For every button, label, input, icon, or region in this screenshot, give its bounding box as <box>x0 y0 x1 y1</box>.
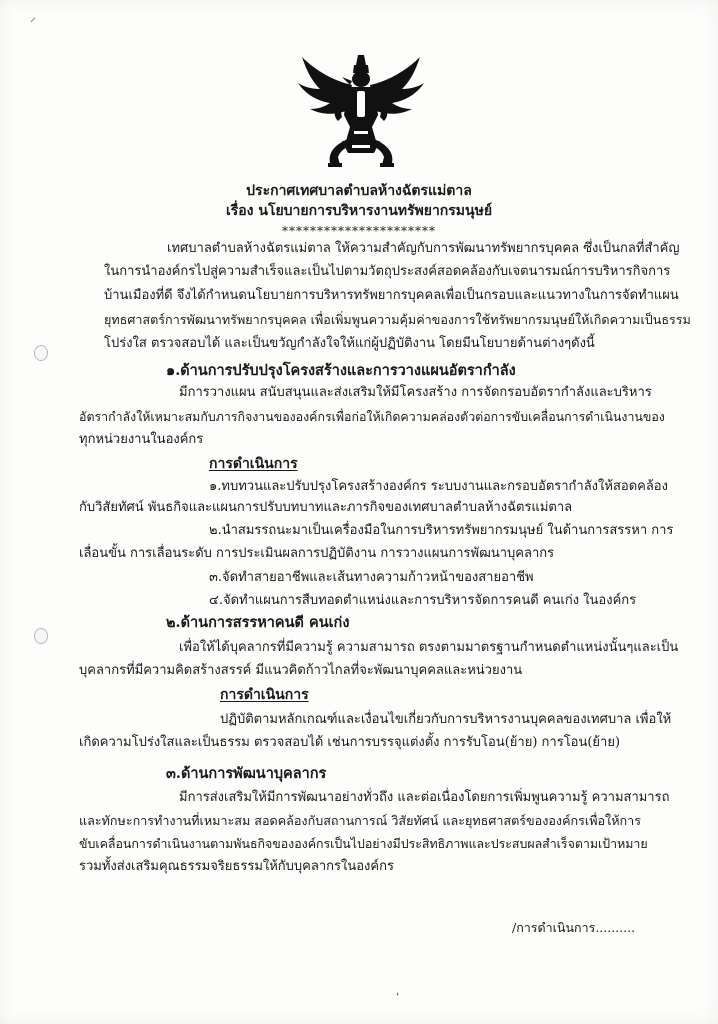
intro-line: ยุทธศาสตร์การพัฒนาทรัพยากรบุคคล เพื่อเพิ่มพูนความคุ้มค่าของการใช้ทรัพยากรมนุษย์ให้เกิดความเป็นธรรม <box>104 312 691 327</box>
section1-item: ๑.ทบทวนและปรับปรุงโครงสร้างองค์กร ระบบงานและกรอบอัตรากำลังให้สอดคล้อง <box>209 479 668 494</box>
section2-body-line: เพื่อให้ได้บุคลากรที่มีความรู้ ความสามารถ ตรงตามมาตรฐานกำหนดตำแหน่งนั้นๆและเป็น <box>179 640 679 655</box>
continued-marker: /การดำเนินการ.......... <box>512 920 636 935</box>
section1-item: เลื่อนขั้น การเลื่อนระดับ การประเมินผลการปฏิบัติงาน การวางแผนการพัฒนาบุคลากร <box>79 546 555 561</box>
punch-hole-top <box>34 345 48 361</box>
section1-item: ๒.นำสมรรถนะมาเป็นเครื่องมือในการบริหารทรัพยากรมนุษย์ ในด้านการสรรหา การ <box>209 523 674 538</box>
section2-item: เกิดความโปร่งใสและเป็นธรรม ตรวจสอบได้ เช่นการบรรจุแต่งตั้ง การรับโอน(ย้าย) การโอน(ย้าย) <box>79 735 621 750</box>
punch-hole-bottom <box>34 628 48 644</box>
section3-body-line: และทักษะการทำงานที่เหมาะสม สอดคล้องกับสถานการณ์ วิสัยทัศน์ และยุทธศาสตร์ขององค์กรเพื่อให้การ <box>79 813 641 828</box>
section1-item: ๓.จัดทำสายอาชีพและเส้นทางความก้าวหน้าของสายอาชีพ <box>209 570 534 585</box>
intro-line: บ้านเมืองที่ดี จึงได้กำหนดนโยบายการบริหารทรัพยากรบุคคลเพื่อเป็นกรอบและแนวทางในการจัดทำแผน <box>104 288 679 303</box>
scan-mark: ⸝ <box>30 10 37 24</box>
section2-item: ปฏิบัติตามหลักเกณฑ์และเงื่อนไขเกี่ยวกับการบริหารงานบุคคลของเทศบาล เพื่อให้ <box>220 712 672 727</box>
intro-line: โปร่งใส ตรวจสอบได้ และเป็นขวัญกำลังใจให้แก่ผู้ปฏิบัติงาน โดยมีนโยบายด้านต่างๆดังนี้ <box>104 336 595 351</box>
garuda-emblem-icon <box>294 53 428 169</box>
intro-line: เทศบาลตำบลห้างฉัตรแม่ตาล ให้ความสำคัญกับการพัฒนาทรัพยากรบุคคล ซึ่งเป็นกลที่สำคัญ <box>167 241 680 256</box>
section1-body-line: มีการวางแผน สนับสนุนและส่งเสริมให้มีโครงสร้าง การจัดกรอบอัตรากำลังและบริหาร <box>179 385 652 400</box>
section3-body-line: มีการส่งเสริมให้มีการพัฒนาอย่างทั่วถึง และต่อเนื่องโดยการเพิ่มพูนความรู้ ความสามารถ <box>179 790 670 805</box>
scan-mark: ˌ <box>396 983 400 997</box>
section1-item: กับวิสัยทัศน์ พันธกิจและแผนการปรับบทบาทและภารกิจของเทศบาลตำบลห้างฉัตรแม่ตาล <box>79 500 573 515</box>
section1-heading: ๑.ด้านการปรับปรุงโครงสร้างและการวางแผนอัตรากำลัง <box>166 362 516 379</box>
section3-body-line: ขับเคลื่อนการดำเนินงานตามพันธกิจขององค์กรเป็นไปอย่างมีประสิทธิภาพและประสบผลสำเร็จตามเป้าหมาย <box>79 836 648 851</box>
section1-body-line: อัตรากำลังให้เหมาะสมกับภารกิจงานขององค์กรเพื่อก่อให้เกิดความคล่องตัวต่อการขับเคลื่อนการดำเนินงานของ <box>79 409 665 424</box>
section1-body-line: ทุกหน่วยงานในองค์กร <box>79 432 204 447</box>
section2-heading: ๒.ด้านการสรรหาคนดี คนเก่ง <box>166 614 350 631</box>
section2-body-line: บุคลากรที่มีความคิดสร้างสรรค์ มีแนวคิดก้าวไกลที่จะพัฒนาบุคคลและหน่วยงาน <box>79 663 523 678</box>
intro-line: ในการนำองค์กรไปสู่ความสำเร็จและเป็นไปตามวัตถุประสงค์สอดคล้องกับเจตนารมณ์การบริหารกิจการ <box>104 264 671 279</box>
section2-action-heading: การดำเนินการ <box>220 687 309 703</box>
section3-body-line: รวมทั้งส่งเสริมคุณธรรมจริยธรรมให้กับบุคลากรในองค์กร <box>79 859 394 874</box>
section3-heading: ๓.ด้านการพัฒนาบุคลากร <box>166 765 327 782</box>
title-separator: ********************** <box>282 224 436 238</box>
title-line-2: เรื่อง นโยบายการบริหารงานทรัพยากรมนุษย์ <box>225 203 493 219</box>
section1-action-heading: การดำเนินการ <box>209 456 298 472</box>
title-line-1: ประกาศเทศบาลตำบลห้างฉัตรแม่ตาล <box>246 183 472 199</box>
section1-item: ๔.จัดทำแผนการสืบทอดตำแหน่งและการบริหารจัดการคนดี คนเก่ง ในองค์กร <box>209 593 637 608</box>
